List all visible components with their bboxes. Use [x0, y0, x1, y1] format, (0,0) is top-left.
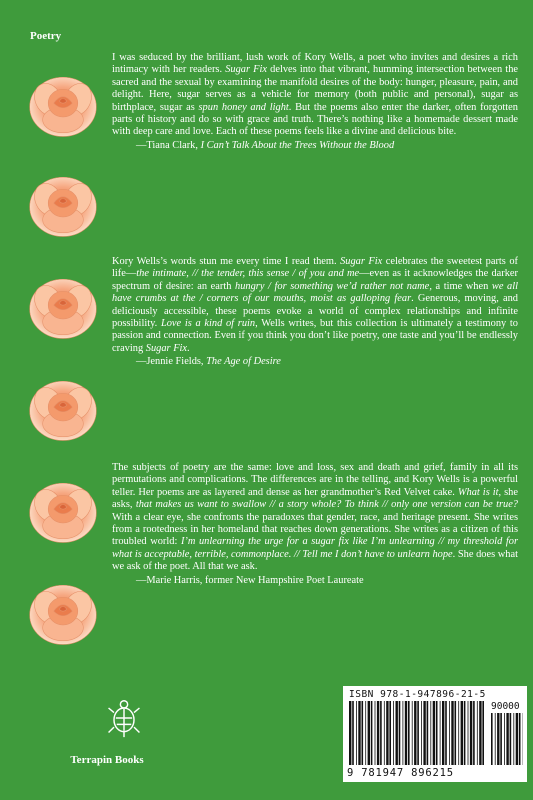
text-run: celebrates the sweetest parts of life— — [112, 256, 518, 280]
barcode-bar — [421, 701, 422, 765]
blurb-text — [112, 256, 518, 355]
italic-quote: the intimate, // the tender, this sense / of you and me — [136, 268, 360, 280]
barcode-bar — [504, 713, 505, 765]
barcode-bar — [389, 701, 391, 765]
barcode-bar — [436, 701, 438, 765]
text-run: —even as it acknowledges the darker spectrum of desire: an earth — [112, 268, 518, 292]
text-run: . She does what we ask of the poet. All that we ask. — [112, 548, 518, 573]
rose-image — [26, 270, 100, 344]
category-label: Poetry — [30, 30, 62, 42]
barcode-bar — [356, 701, 357, 765]
italic-quote: The Age of Desire — [206, 356, 281, 368]
blurb-text — [112, 52, 518, 139]
italic-quote: I’m unlearning the urge for a sugar fix like I’m unlearning // my threshold for what is acceptable, terrible, commonplace. // Tell me I don’t have to unlearn hope — [112, 536, 518, 560]
blurb-text — [112, 462, 518, 574]
barcode-bar — [368, 701, 370, 765]
italic-quote: Sugar Fix — [340, 256, 383, 267]
terrapin-logo-icon — [105, 698, 143, 738]
barcode-bar — [399, 701, 401, 765]
barcode-bar — [470, 701, 472, 765]
blurb-marie-harris — [112, 462, 518, 587]
barcode-bar — [510, 713, 512, 765]
barcode-bar — [408, 701, 410, 765]
blurb-attribution — [112, 356, 518, 368]
barcode-bar — [405, 701, 407, 765]
barcode-bar — [461, 701, 463, 765]
rose-image — [26, 372, 100, 446]
barcode-bar — [451, 701, 453, 765]
barcode-bar — [516, 713, 518, 765]
italic-quote: hungry / for something we’d rather not name — [235, 280, 430, 292]
barcode-bar — [440, 701, 441, 765]
barcode-bar — [386, 701, 388, 765]
barcode-bar — [423, 701, 425, 765]
text-run: , she asks, — [112, 486, 518, 511]
text-run: —Jennie Fields, — [136, 356, 207, 368]
barcode-bar — [352, 701, 354, 765]
italic-quote: I Can’t Talk About the Trees Without the Blood — [200, 139, 395, 151]
italic-quote: we all have crumbs at the / corners of our mouths, moist as galloping fear — [112, 280, 518, 305]
barcode-bar — [362, 701, 364, 765]
barcode-bar — [365, 701, 366, 765]
barcode-bar — [414, 701, 416, 765]
barcode-bar — [497, 713, 499, 765]
barcode-bar — [477, 701, 478, 765]
barcode-bar — [500, 713, 502, 765]
barcode-bar — [371, 701, 373, 765]
italic-quote: Sugar Fix — [225, 64, 268, 76]
ean-barcode-bars — [349, 701, 485, 765]
barcode-bar — [403, 701, 404, 765]
text-run: I was seduced by the brilliant, lush work of Kory Wells, a poet who invites and desires a rich intimacy with her readers. — [112, 52, 518, 76]
text-run: The subjects of poetry are the same: love and loss, sex and death and grief, family in all its permutations and complications. The differences are in the telling, and Kory Wells is a powerful teller. Her poems are as layered and dense as her grandmother’s Red Velvet cake. — [112, 462, 518, 498]
text-run: —Tiana Clark, — [136, 139, 201, 151]
text-run: —Marie Harris, former New Hampshire Poet Laureate — [136, 574, 364, 586]
barcode-bar — [491, 713, 493, 765]
barcode-bar — [445, 701, 447, 765]
rose-image — [26, 474, 100, 548]
text-run: . — [187, 342, 190, 354]
text-run: , a time when — [429, 280, 492, 292]
italic-quote: that makes us want to swallow // a story whole? To think // only one version can be true? — [135, 499, 519, 511]
text-run: Kory Wells’s words stun me every time I read them. — [112, 256, 341, 267]
rose-image — [26, 68, 100, 142]
barcode-bar — [393, 701, 394, 765]
isbn-label: ISBN 978-1-947896-21-5 — [349, 689, 486, 700]
italic-quote: What is it — [457, 486, 499, 498]
barcode-bar — [380, 701, 382, 765]
barcode-bar — [495, 713, 496, 765]
barcode-bar — [384, 701, 385, 765]
barcode-bar — [449, 701, 450, 765]
barcode-bar — [396, 701, 398, 765]
barcode-bar — [458, 701, 459, 765]
ean-number: 9 781947 896215 — [347, 767, 454, 779]
italic-quote: Sugar Fix — [145, 342, 188, 354]
barcode-bar — [375, 701, 376, 765]
barcode-bar — [464, 701, 466, 765]
barcode-addon-label: 90000 — [491, 701, 520, 712]
blurb-attribution — [112, 140, 518, 152]
barcode-bar — [417, 701, 419, 765]
text-run: delves into that vibrant, humming intersection between the sacred and the sexual by examining the manifold desires of the body: hunger, pleasure, pain, and delight. Here, sugar serves as a vehicle for memory (both public and personal), sugar as birthplace, sugar as — [112, 64, 518, 113]
blurb-attribution — [112, 575, 518, 587]
italic-quote: Love is a kind of ruin — [160, 318, 256, 330]
italic-quote: spun honey and light — [198, 101, 289, 113]
blurb-jennie-fields — [112, 256, 518, 369]
barcode-bar — [473, 701, 475, 765]
barcode-bar — [442, 701, 444, 765]
barcode-bar — [519, 713, 521, 765]
text-run: , Wells writes, but this collection is ultimately a testimony to passion and connection. Even if you think you don’t like poetry, one taste and you’ll be endlessly craving — [112, 318, 519, 354]
text-run: . But the poems also enter the darker, often forgotten parts of history and do so with grace and truth. There’s nothing like a homemade dessert made with deep care and love. Each of these poems feels like a divine and delicious bite. — [112, 101, 518, 138]
blurb-tiana-clark — [112, 52, 518, 152]
isbn-barcode — [343, 686, 527, 782]
barcode-bar — [349, 701, 351, 765]
rose-image — [26, 576, 100, 650]
addon-barcode-bars — [491, 713, 523, 765]
barcode-bar — [455, 701, 457, 765]
barcode-bar — [479, 701, 481, 765]
barcode-bar — [506, 713, 508, 765]
barcode-bar — [433, 701, 435, 765]
rose-image — [26, 168, 100, 242]
publisher-name: Terrapin Books — [70, 754, 144, 766]
barcode-bar — [412, 701, 413, 765]
text-run: . Generous, moving, and deliciously accessible, these poems evoke a world of complex relationships and infinite possibility. — [112, 293, 518, 330]
barcode-bar — [468, 701, 469, 765]
barcode-bar — [427, 701, 429, 765]
barcode-bar — [430, 701, 431, 765]
text-run: With a clear eye, she confronts the paradoxes that gender, race, and heritage present. She writes from a rootedness in her homeland that reaches down generations. She writes as a citizen of this troubled world: — [112, 511, 518, 548]
barcode-bar — [377, 701, 379, 765]
barcode-bar — [482, 701, 484, 765]
barcode-bar — [358, 701, 360, 765]
barcode-bar — [513, 713, 514, 765]
